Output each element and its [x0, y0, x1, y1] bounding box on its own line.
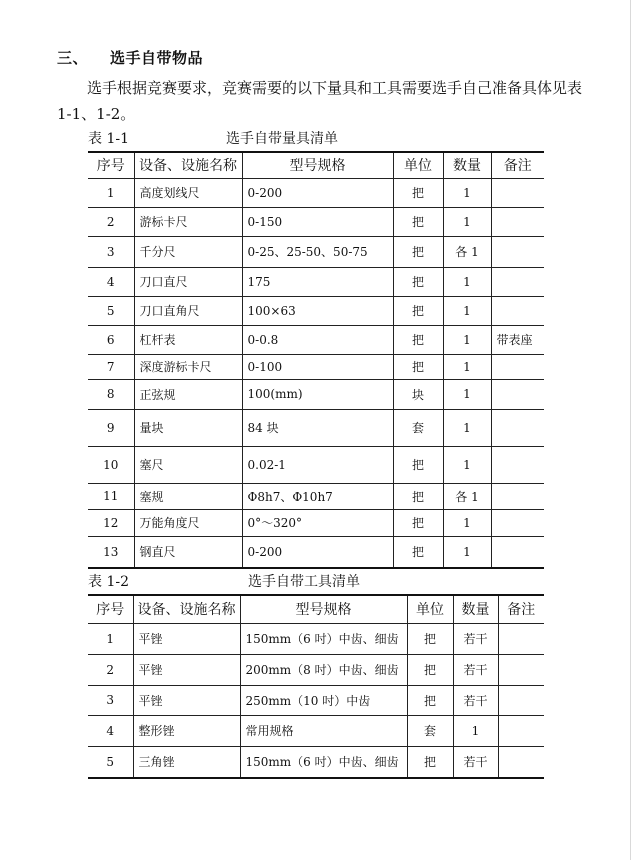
cell-spec: 100(mm) — [242, 379, 393, 409]
cell-note — [491, 207, 544, 236]
table-row — [88, 178, 544, 207]
table1-label: 表 1-1 — [88, 131, 129, 147]
cell-name: 千分尺 — [134, 236, 242, 267]
cell-unit: 把 — [393, 325, 443, 354]
cell-name: 万能角度尺 — [134, 509, 242, 536]
col-header-name: 设备、设施名称 — [134, 152, 242, 178]
cell-name: 整形锉 — [133, 715, 240, 746]
cell-qty: 若干 — [453, 746, 498, 778]
table-row — [88, 379, 544, 409]
cell-qty: 1 — [443, 267, 491, 296]
table-row — [88, 746, 544, 778]
cell-index: 5 — [88, 746, 133, 778]
cell-unit: 块 — [393, 379, 443, 409]
cell-index: 2 — [88, 654, 133, 685]
col-header-qty: 数量 — [453, 595, 498, 623]
cell-spec: 84 块 — [242, 409, 393, 446]
cell-spec: 0-150 — [242, 207, 393, 236]
cell-index: 3 — [88, 236, 134, 267]
cell-unit: 把 — [407, 685, 453, 715]
cell-unit: 把 — [393, 446, 443, 483]
cell-qty: 1 — [453, 715, 498, 746]
cell-note — [491, 536, 544, 568]
cell-unit: 把 — [393, 178, 443, 207]
cell-unit: 把 — [407, 746, 453, 778]
table-row — [88, 409, 544, 446]
cell-qty: 1 — [443, 536, 491, 568]
cell-name: 刀口直尺 — [134, 267, 242, 296]
cell-spec: 常用规格 — [240, 715, 407, 746]
cell-note: 带表座 — [491, 325, 544, 354]
cell-qty: 1 — [443, 178, 491, 207]
cell-note — [498, 715, 544, 746]
cell-unit: 套 — [393, 409, 443, 446]
table-row — [88, 296, 544, 325]
cell-note — [498, 654, 544, 685]
cell-index: 1 — [88, 623, 133, 654]
cell-index: 1 — [88, 178, 134, 207]
cell-index: 10 — [88, 446, 134, 483]
col-header-unit: 单位 — [393, 152, 443, 178]
cell-note — [498, 685, 544, 715]
cell-index: 5 — [88, 296, 134, 325]
table-row — [88, 207, 544, 236]
col-header-name: 设备、设施名称 — [133, 595, 240, 623]
measuring-tools-table — [88, 151, 544, 569]
cell-note — [491, 296, 544, 325]
cell-qty: 1 — [443, 296, 491, 325]
cell-note — [498, 746, 544, 778]
cell-qty: 1 — [443, 207, 491, 236]
table-row — [88, 483, 544, 509]
table-row — [88, 325, 544, 354]
table-row — [88, 536, 544, 568]
cell-unit: 把 — [393, 296, 443, 325]
cell-spec: 0.02-1 — [242, 446, 393, 483]
cell-index: 2 — [88, 207, 134, 236]
table-header-row — [88, 152, 544, 178]
hand-tools-table — [88, 594, 544, 779]
col-header-qty: 数量 — [443, 152, 491, 178]
cell-qty: 1 — [443, 325, 491, 354]
cell-qty: 若干 — [453, 685, 498, 715]
cell-spec: 175 — [242, 267, 393, 296]
col-header-note: 备注 — [498, 595, 544, 623]
cell-name: 平锉 — [133, 623, 240, 654]
cell-qty: 各 1 — [443, 483, 491, 509]
table-row — [88, 267, 544, 296]
cell-note — [491, 409, 544, 446]
cell-spec: 250mm（10 吋）中齿 — [240, 685, 407, 715]
cell-qty: 若干 — [453, 654, 498, 685]
cell-name: 深度游标卡尺 — [134, 354, 242, 379]
cell-qty: 1 — [443, 409, 491, 446]
table-row — [88, 446, 544, 483]
cell-qty: 1 — [443, 509, 491, 536]
cell-unit: 把 — [393, 236, 443, 267]
cell-qty: 1 — [443, 379, 491, 409]
cell-unit: 把 — [407, 654, 453, 685]
cell-note — [491, 354, 544, 379]
cell-spec: 0-25、25-50、50-75 — [242, 236, 393, 267]
cell-spec: 0-0.8 — [242, 325, 393, 354]
col-header-note: 备注 — [491, 152, 544, 178]
col-header-index: 序号 — [88, 152, 134, 178]
cell-name: 游标卡尺 — [134, 207, 242, 236]
cell-qty: 各 1 — [443, 236, 491, 267]
cell-qty: 1 — [443, 446, 491, 483]
cell-name: 高度划线尺 — [134, 178, 242, 207]
cell-unit: 把 — [393, 536, 443, 568]
cell-unit: 套 — [407, 715, 453, 746]
cell-spec: 200mm（8 吋）中齿、细齿 — [240, 654, 407, 685]
cell-spec: Φ8h7、Φ10h7 — [242, 483, 393, 509]
cell-spec: 0-200 — [242, 536, 393, 568]
table-header-row — [88, 595, 544, 623]
cell-unit: 把 — [407, 623, 453, 654]
cell-name: 三角锉 — [133, 746, 240, 778]
cell-spec: 0°～320° — [242, 509, 393, 536]
cell-spec: 0-100 — [242, 354, 393, 379]
cell-index: 7 — [88, 354, 134, 379]
cell-name: 杠杆表 — [134, 325, 242, 354]
table-row — [88, 623, 544, 654]
col-header-spec: 型号规格 — [242, 152, 393, 178]
table-row — [88, 654, 544, 685]
cell-spec: 150mm（6 吋）中齿、细齿 — [240, 746, 407, 778]
cell-note — [491, 446, 544, 483]
cell-name: 钢直尺 — [134, 536, 242, 568]
cell-index: 3 — [88, 685, 133, 715]
cell-unit: 把 — [393, 354, 443, 379]
table-row — [88, 236, 544, 267]
cell-name: 平锉 — [133, 654, 240, 685]
table-row — [88, 715, 544, 746]
table2-title: 选手自带工具清单 — [248, 574, 360, 590]
cell-spec: 150mm（6 吋）中齿、细齿 — [240, 623, 407, 654]
cell-index: 11 — [88, 483, 134, 509]
cell-unit: 把 — [393, 207, 443, 236]
cell-name: 量块 — [134, 409, 242, 446]
cell-index: 4 — [88, 715, 133, 746]
cell-note — [491, 483, 544, 509]
page-edge-divider — [630, 0, 631, 860]
cell-name: 塞尺 — [134, 446, 242, 483]
col-header-spec: 型号规格 — [240, 595, 407, 623]
cell-name: 平锉 — [133, 685, 240, 715]
cell-spec: 100×63 — [242, 296, 393, 325]
cell-index: 13 — [88, 536, 134, 568]
cell-name: 塞规 — [134, 483, 242, 509]
cell-qty: 若干 — [453, 623, 498, 654]
cell-note — [491, 236, 544, 267]
cell-index: 12 — [88, 509, 134, 536]
cell-note — [491, 178, 544, 207]
table-row — [88, 354, 544, 379]
cell-unit: 把 — [393, 483, 443, 509]
cell-note — [491, 267, 544, 296]
section-title: 选手自带物品 — [110, 49, 204, 67]
table-row — [88, 685, 544, 715]
cell-note — [498, 623, 544, 654]
col-header-index: 序号 — [88, 595, 133, 623]
cell-index: 4 — [88, 267, 134, 296]
cell-index: 6 — [88, 325, 134, 354]
cell-spec: 0-200 — [242, 178, 393, 207]
section-number: 三、 — [57, 49, 89, 67]
cell-name: 正弦规 — [134, 379, 242, 409]
cell-qty: 1 — [443, 354, 491, 379]
section-heading — [57, 47, 203, 68]
cell-note — [491, 509, 544, 536]
cell-unit: 把 — [393, 267, 443, 296]
table-row — [88, 509, 544, 536]
table2-label: 表 1-2 — [88, 574, 129, 590]
col-header-unit: 单位 — [407, 595, 453, 623]
cell-note — [491, 379, 544, 409]
intro-paragraph: 选手根据竞赛要求，竞赛需要的以下量具和工具需要选手自己准备具体见表1-1、1-2。 — [57, 79, 583, 123]
cell-name: 刀口直角尺 — [134, 296, 242, 325]
table1-title: 选手自带量具清单 — [226, 131, 338, 147]
cell-unit: 把 — [393, 509, 443, 536]
cell-index: 8 — [88, 379, 134, 409]
cell-index: 9 — [88, 409, 134, 446]
